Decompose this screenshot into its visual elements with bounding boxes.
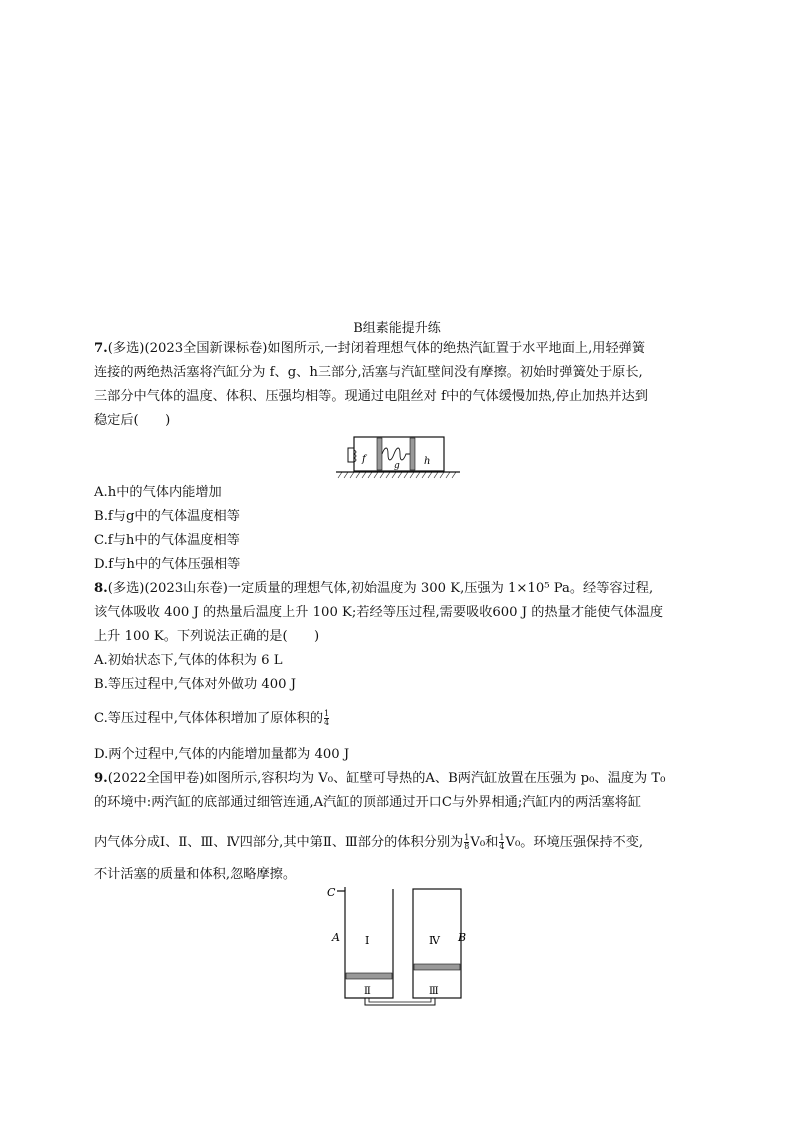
q9-line4: 不计活塞的质量和体积,忽略摩擦。	[94, 867, 297, 882]
q7-label-g: g	[394, 461, 400, 471]
q8-number: 8.	[94, 581, 108, 596]
q9-label-b: B	[458, 931, 467, 944]
q9-number: 9.	[94, 771, 108, 786]
q9-label-ii: Ⅱ	[364, 986, 371, 997]
q7-label-h: h	[424, 456, 431, 467]
q9-fraction-2: $\frac{1}{4}$	[499, 833, 505, 851]
q8-line2: 该气体吸收 400 J 的热量后温度上升 100 K;若经等压过程,需要吸收600 J 的热量才能使气体温度	[94, 605, 664, 620]
q8-option-a: A.初始状态下,气体的体积为 6 L	[94, 653, 283, 668]
q7-label-f: f	[362, 454, 366, 465]
q7-line3: 三部分中气体的温度、体积、压强均相等。现通过电阻丝对 f中的气体缓慢加热,停止加热并达到	[94, 389, 648, 404]
q8-line3: 上升 100 K。下列说法正确的是( )	[94, 629, 320, 644]
q9-line2: 的环境中:两汽缸的底部通过细管连通,A汽缸的顶部通过开口C与外界相通;汽缸内的两活塞将缸	[94, 795, 642, 810]
q7-option-c: C.f与h中的气体温度相等	[94, 533, 240, 548]
q9-figure-cylinders	[325, 884, 475, 1012]
q8-option-b: B.等压过程中,气体对外做功 400 J	[94, 677, 296, 692]
q7-line4: 稳定后( )	[94, 413, 171, 428]
q9-line1: 9.(2022全国甲卷)如图所示,容积均为 V₀、缸壁可导热的A、B两汽缸放置在压强为 p₀、温度为 T₀	[94, 771, 666, 786]
section-title: B组素能提升练	[353, 321, 441, 336]
q9-label-c: C	[327, 886, 336, 899]
q7-option-b: B.f与g中的气体温度相等	[94, 509, 240, 524]
q7-number: 7.	[94, 341, 108, 356]
q7-option-a: A.h中的气体内能增加	[94, 485, 222, 500]
q9-label-a: A	[332, 931, 340, 944]
q7-line2: 连接的两绝热活塞将汽缸分为 f、g、h三部分,活塞与汽缸壁间没有摩擦。初始时弹簧处于原长,	[94, 365, 643, 380]
q9-line3: 内气体分成Ⅰ、Ⅱ、Ⅲ、Ⅳ四部分,其中第Ⅱ、Ⅲ部分的体积分别为 $\frac{1}{8}$ V₀和 $\frac{1}{4}$ V₀。环境压强保持不变,	[94, 833, 644, 851]
q7-line1: 7.(多选)(2023全国新课标卷)如图所示,一封闭着理想气体的绝热汽缸置于水平地面上,用轻弹簧	[94, 341, 646, 356]
q9-label-i: Ⅰ	[365, 934, 370, 947]
q8-option-d: D.两个过程中,气体的内能增加量都为 400 J	[94, 747, 350, 762]
q9-label-iii: Ⅲ	[429, 986, 439, 997]
q7-option-d: D.f与h中的气体压强相等	[94, 557, 241, 572]
q7-figure-cylinder	[334, 434, 462, 480]
q8-line1: 8.(多选)(2023山东卷)一定质量的理想气体,初始温度为 300 K,压强为 1×10⁵ Pa。经等容过程,	[94, 581, 654, 596]
q8-option-c-fraction: $\frac{1}{4}$	[324, 709, 330, 727]
q9-label-iv: Ⅳ	[429, 934, 440, 947]
q8-option-c: C.等压过程中,气体体积增加了原体积的 $\frac{1}{4}$	[94, 709, 330, 727]
q9-fraction-1: $\frac{1}{8}$	[464, 833, 470, 851]
